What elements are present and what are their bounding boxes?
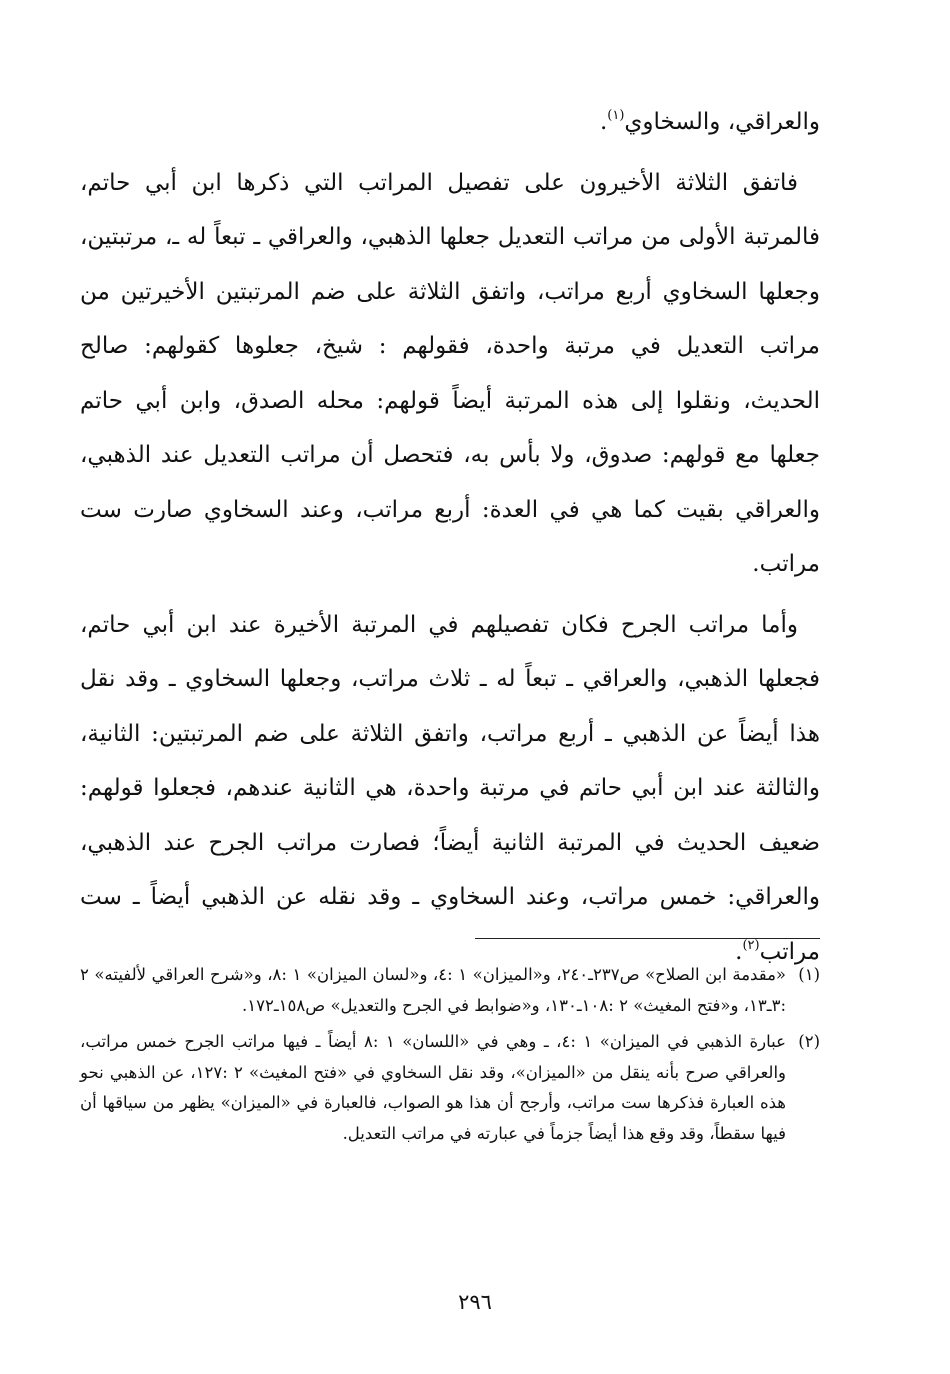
paragraph-1-end: . xyxy=(599,109,608,135)
page-number: ٢٩٦ xyxy=(458,1290,492,1314)
paragraph-1 xyxy=(80,95,820,150)
footnote-1 xyxy=(80,960,820,1021)
footnote-1-text: «مقدمة ابن الصلاح» ص٢٣٧ـ٢٤٠، و«الميزان» ١ :٤، و«لسان الميزان» ١ :٨، و«شرح العراقي لألفيته» ٢ :٣ـ١٣، و«فتح المغيث» ٢ :١٠٨ـ١٣٠، و«ضوابط في الجرح والتعديل» ص١٥٨ـ١٧٢. xyxy=(80,965,787,1015)
footnote-2-text: عبارة الذهبي في الميزان» ١ :٤، ـ وهي في «اللسان» ١ :٨ أيضاً ـ فيها مراتب الجرح خمس مراتب، والعراقي صرح بأنه ينقل من «الميزان»، وقد نقل السخاوي في «فتح المغيث» ٢ :١٢٧، عن الذهبي نحو هذه العبارة فذكرها ست مراتب، وأرجح أن هذا هو الصواب، فالعبارة في «الميزان» يظهر من سياقها أن فيها سقطاً، وقد وقع هذا أيضاً جزماً في عبارته في مراتب التعديل. xyxy=(80,1032,787,1143)
footnote-2-number: (٢) xyxy=(798,1032,820,1051)
footnotes xyxy=(80,960,820,1155)
paragraph-3 xyxy=(80,598,820,980)
paragraph-2: فاتفق الثلاثة الأخيرون على تفصيل المراتب التي ذكرها ابن أبي حاتم، فالمرتبة الأولى من مراتب التعديل جعلها الذهبي، والعراقي ـ تبعاً له ـ، مرتبتين، وجعلها السخاوي أربع مراتب، واتفق الثلاثة على ضم المرتبتين الأخيرتين من مراتب التعديل في مرتبة واحدة، فقولهم : شيخ، جعلوها كقولهم: صالح الحديث، ونقلوا إلى هذه المرتبة أيضاً قولهم: محله الصدق، وابن أبي حاتم جعلها مع قولهم: صدوق، ولا بأس به، فتحصل أن مراتب التعديل عند الذهبي، والعراقي بقيت كما هي في العدة: أربع مراتب، وعند السخاوي صارت ست مراتب. xyxy=(80,169,820,577)
footnote-2 xyxy=(80,1027,820,1149)
paragraph-3-text: وأما مراتب الجرح فكان تفصيلهم في المرتبة الأخيرة عند ابن أبي حاتم، فجعلها الذهبي، والعراقي ـ تبعاً له ـ ثلاث مراتب، وجعلها السخاوي ـ وقد نقل هذا أيضاً عن الذهبي ـ أربع مراتب، واتفق الثلاثة على ضم المرتبتين: الثانية، والثالثة عند ابن أبي حاتم في مرتبة واحدة، هي الثانية عندهم، فجعلوا قولهم: ضعيف الحديث في المرتبة الثانية أيضاً؛ فصارت مراتب الجرح عند الذهبي، والعراقي: خمس مراتب، وعند السخاوي ـ وقد نقله عن الذهبي أيضاً ـ ست مراتب xyxy=(80,611,820,965)
paragraph-1-text: والعراقي، والسخاوي xyxy=(624,109,820,135)
footnote-ref-1[interactable]: (١) xyxy=(607,108,625,123)
footnote-ref-2[interactable]: (٢) xyxy=(742,937,760,953)
main-text xyxy=(80,95,820,979)
footnote-1-number: (١) xyxy=(798,965,820,984)
footnote-separator xyxy=(475,938,820,939)
paragraph-3-end: . xyxy=(735,938,743,965)
